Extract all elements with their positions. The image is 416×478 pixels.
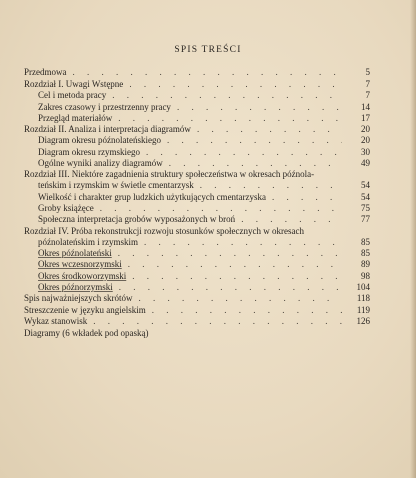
toc-entry-title: Diagram okresu późnolateńskiego [38,135,161,145]
toc-entry-title: Wykaz stanowisk [24,316,88,326]
toc-entry-page: 77 [361,214,370,224]
toc-entry-title: Groby książęce [38,203,94,213]
toc-entry-title: późnolateńskim i rzymskim [38,237,138,247]
toc-entry-page: 118 [356,293,370,303]
toc-entry-page: 119 [356,305,370,315]
toc-entry-page: 85 [361,248,370,258]
leader-dots [112,89,342,101]
toc-entry-page: 17 [361,113,370,123]
toc-entry-skroty [24,292,370,304]
toc-entry-title: Przegląd materiałów [38,113,113,123]
leader-dots [128,258,342,270]
toc-entry-chapter-4: Rozdział IV. Próba rekonstrukcji rozwoju stosunków społecznych w okresach [24,226,305,236]
toc-entry-title: Przedmowa [24,67,67,77]
toc-entry-title: Okres środkoworzymski [38,271,127,281]
toc-entry-title: Cel i metoda pracy [38,90,107,100]
toc-entry-title: Społeczna interpretacja grobów wyposażonych w broń [38,214,236,224]
toc-entry-cel-i-metoda [38,89,370,101]
toc-entry-diagramy: Diagramy (6 wkładek pod opaską) [24,328,149,338]
toc-entry-page: 54 [361,180,370,190]
toc-entry-page: 7 [365,79,370,89]
leader-dots [241,213,342,225]
toc-entry-page: 20 [361,124,370,134]
toc-entry-title: Rozdział II. Analiza i interpretacja diagramów [24,124,191,134]
toc-entry-page: 75 [361,203,370,213]
toc-entry-page: 14 [361,102,370,112]
toc-entry-title: Diagram okresu rzymskiego [38,147,140,157]
toc-entry-wykaz [24,315,370,327]
toc-entry-page: 30 [361,147,370,157]
toc-entry-title: Okres późnolateński [38,248,112,258]
toc-entry-chapter-3: Rozdział III. Niektóre zagadnienia struktury społeczeństwa w okresach późnola- [24,169,315,179]
leader-dots [93,315,342,327]
toc-entry-title: Wielkość i charakter grup ludzkich użytkujących cmentarzyska [38,192,267,202]
leader-dots [167,134,342,146]
toc-entry-diagram-pozno [38,134,370,146]
toc-entry-page: 20 [361,135,370,145]
toc-entry-title: Okres wczesnorzymski [38,259,122,269]
toc-entry-title: Ogólne wyniki analizy diagramów [38,158,163,168]
toc-entry-title: Spis najważniejszych skrótów [24,293,133,303]
toc-entry-page: 98 [361,271,370,281]
toc-entry-page: 49 [361,158,370,168]
toc-entry-page: 85 [361,237,370,247]
toc-entry-page: 54 [361,192,370,202]
toc-entry-title: Rozdział I. Uwagi Wstępne [24,79,124,89]
toc-entry-title: Okres późnorzymski [38,282,113,292]
toc-entry-przedmowa [24,66,370,78]
toc-entry-title: Streszczenie w języku angielskim [24,305,146,315]
leader-dots [138,292,342,304]
toc-entry-chapter-3-cont [38,179,370,191]
toc-entry-title: Zakres czasowy i przestrzenny pracy [38,102,171,112]
toc-entry-page: 7 [365,90,370,100]
toc-entry-spoleczna [38,213,370,225]
toc-entry-page: 5 [365,67,370,77]
toc-entry-okres-wczesno [38,258,370,270]
toc-entry-page: 104 [356,282,370,292]
leader-dots [200,179,342,191]
toc-entry-title: teńskim i rzymskim w świetle cmentarzysk [38,180,194,190]
toc-entry-page: 126 [356,316,370,326]
toc-entry-page: 89 [361,259,370,269]
leader-dots [73,66,343,78]
page-title: SPIS TREŚCI [174,45,242,55]
